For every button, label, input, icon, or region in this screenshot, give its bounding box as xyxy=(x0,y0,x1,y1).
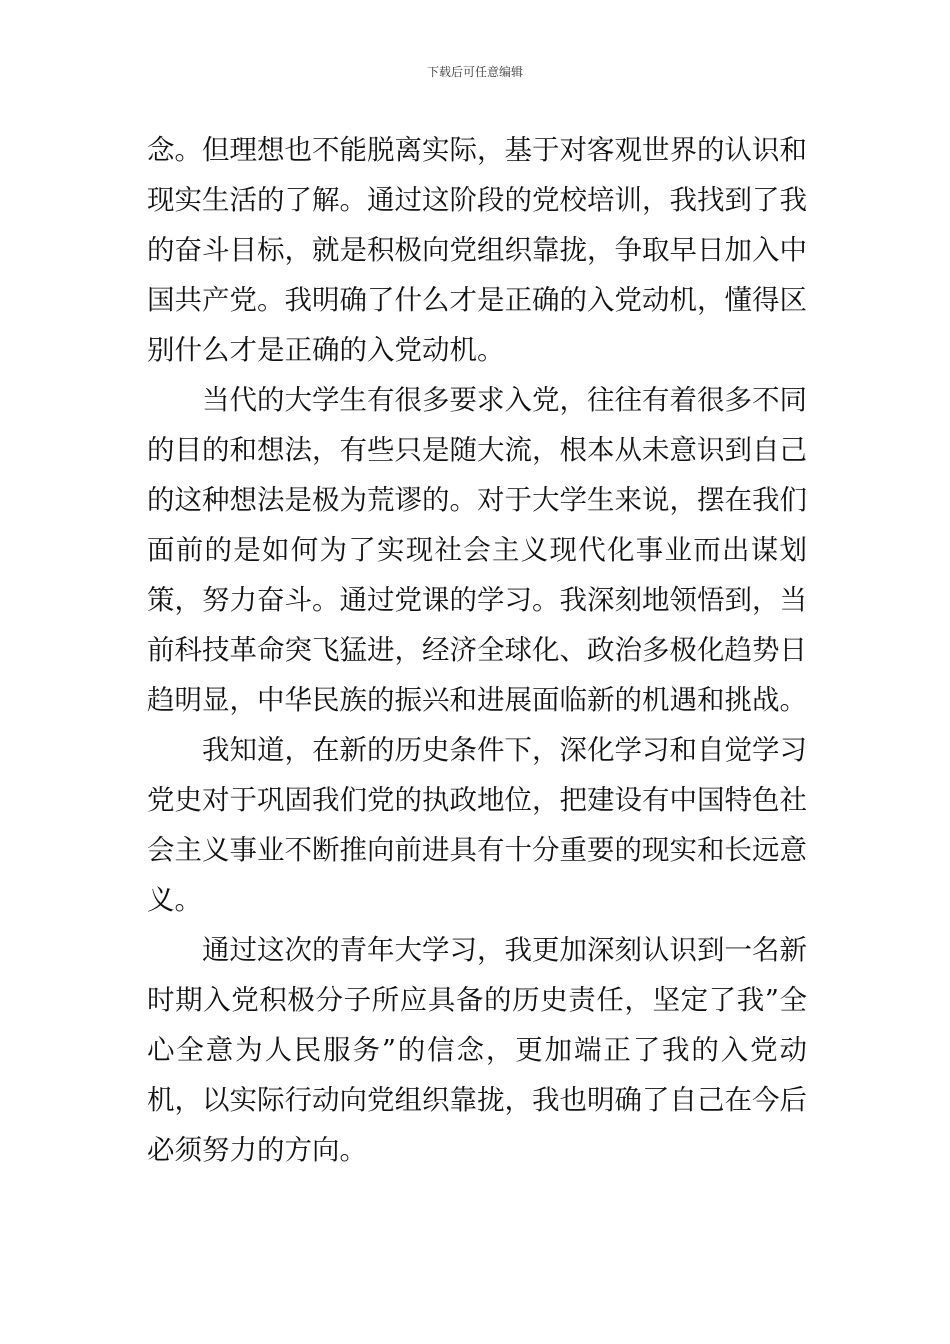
paragraph-2: 当代的大学生有很多要求入党，往往有着很多不同的目的和想法，有些只是随大流，根本从未意识到自己的这种想法是极为荒谬的。对于大学生来说，摆在我们面前的是如何为了实现社会主义现代化事业而出谋划策，努力奋斗。通过党课的学习。我深刻地领悟到，当前科技革命突飞猛进，经济全球化、政治多极化趋势日趋明显，中华民族的振兴和进展面临新的机遇和挑战。 xyxy=(147,384,807,716)
document-body xyxy=(147,125,807,1175)
paragraph-3: 我知道，在新的历史条件下，深化学习和自觉学习党史对于巩固我们党的执政地位，把建设有中国特色社会主义事业不断推向前进具有十分重要的现实和长远意义。 xyxy=(147,734,807,916)
paragraph-1: 念。但理想也不能脱离实际，基于对客观世界的认识和现实生活的了解。通过这阶段的党校培训，我找到了我的奋斗目标，就是积极向党组织靠拢，争取早日加入中国共产党。我明确了什么才是正确的入党动机，懂得区别什么才是正确的入党动机。 xyxy=(147,134,807,366)
paragraph-4: 通过这次的青年大学习，我更加深刻认识到一名新时期入党积极分子所应具备的历史责任，坚定了我”全心全意为人民服务”的信念，更加端正了我的入党动机，以实际行动向党组织靠拢，我也明确了自己在今后必须努力的方向。 xyxy=(147,934,807,1166)
page-header: 下载后可任意编辑 xyxy=(426,65,523,79)
